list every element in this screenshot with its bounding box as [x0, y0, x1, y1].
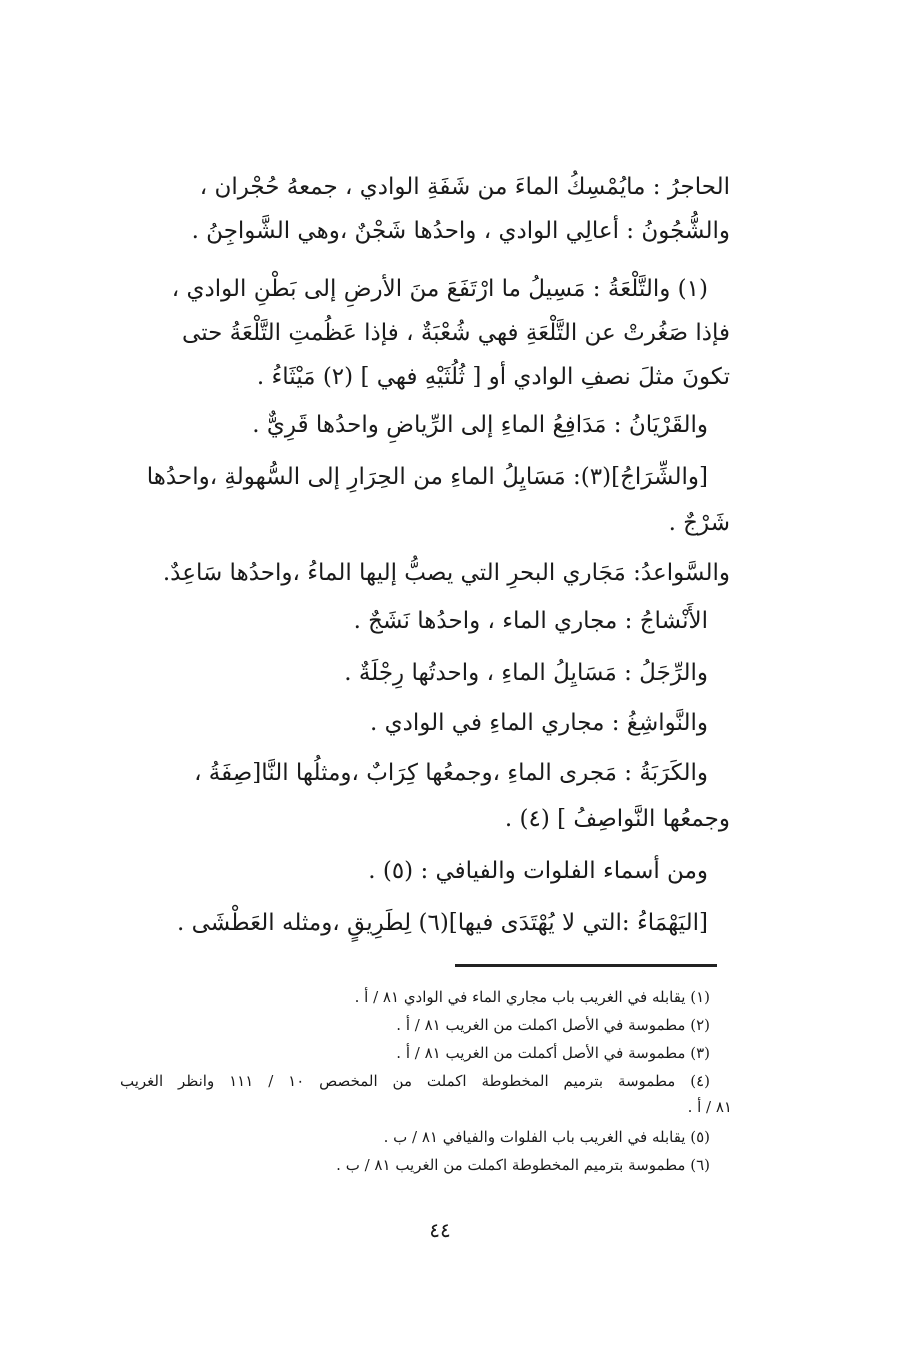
text-line: والنَّواشِغُ : مجاري الماءِ في الوادي . — [369, 710, 708, 736]
text-line: (١) والتَّلْعَةُ : مَسِيلُ ما ارْتَفَعَ منَ الأرضِ إلى بَطْنِ الوادي ، — [171, 276, 708, 302]
text-line: [اليَهْمَاءُ :التي لا يُهْتَدَى فيها](٦) لِطَرِيقٍ ،ومثله العَطْشَى . — [177, 910, 708, 936]
text-line: الحاجرُ : مايُمْسِكُ الماءَ من شَفَةِ الوادي ، جمعهُ حُجْران ، — [199, 174, 730, 200]
text-line: والكَرَبَةُ : مَجرى الماءِ ،وجمعُها كِرَابٌ ،ومثلُها النَّا[صِفَةُ ، — [194, 760, 708, 786]
footnote: (٥) يقابله في الغريب باب الفلوات والفيافي ٨١ / ب . — [383, 1128, 710, 1146]
footnote: (١) يقابله في الغريب باب مجاري الماء في الوادي ٨١ / أ . — [354, 988, 710, 1006]
text-line: ومن أسماء الفلوات والفيافي : (٥) . — [368, 858, 708, 884]
footnote: (٤) مطموسة بترميم المخطوطة اكملت من المخصص ١٠ / ١١١ وانظر الغريب — [120, 1072, 710, 1090]
text-line: [والشِّرَاجُ](٣): مَسَايِلُ الماءِ من الحِرَارِ إلى السُّهولةِ ،واحدُها — [146, 464, 708, 490]
page-number: ٤٤ — [429, 1218, 451, 1242]
text-line: تكونَ مثلَ نصفِ الوادي أو [ ثُلُثَيْهِ فهي ] (٢) مَيْثَاءُ . — [256, 364, 730, 390]
footnote-divider — [455, 964, 717, 967]
footnote: (٦) مطموسة بترميم المخطوطة اكملت من الغريب ٨١ / ب . — [336, 1156, 710, 1174]
text-line: شَرْجٌ . — [668, 510, 730, 536]
text-line: وجمعُها النَّواصِفُ ] (٤) . — [504, 806, 730, 832]
text-line: فإذا صَغُرتْ عن التَّلْعَةِ فهي شُعْبَةٌ ، فإذا عَظُمتِ التَّلْعَةُ حتى — [182, 320, 730, 346]
text-line: والشُّجُونُ : أعالِي الوادي ، واحدُها شَجْنٌ ،وهي الشَّواجِنُ . — [191, 218, 730, 244]
text-line: والرِّجَلُ : مَسَايِلُ الماءِ ، واحدتُها رِجْلَةٌ . — [344, 660, 708, 686]
text-line: الأَنْشاجُ : مجاري الماء ، واحدُها نَشَجٌ . — [353, 608, 708, 634]
footnote-continuation: ٨١ / أ . — [687, 1098, 732, 1116]
footnote: (٢) مطموسة في الأصل اكملت من الغريب ٨١ / أ . — [396, 1016, 710, 1034]
footnote: (٣) مطموسة في الأصل أكملت من الغريب ٨١ / أ . — [396, 1044, 710, 1062]
text-line: والسَّواعدُ: مَجَاري البحرِ التي يصبُّ إليها الماءُ ،واحدُها سَاعِدٌ. — [162, 560, 730, 586]
text-line: والقَرْيَانُ : مَدَافِعُ الماءِ إلى الرِّياضِ واحدُها قَرِيٌّ . — [252, 412, 708, 438]
